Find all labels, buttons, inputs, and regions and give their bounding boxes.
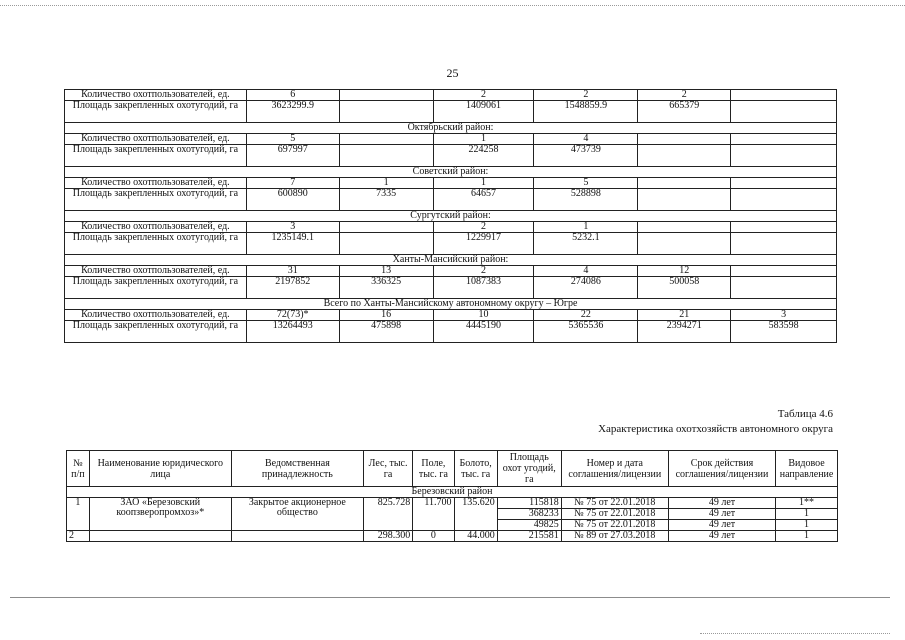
district-title: Всего по Ханты-Мансийскому автономному округу – Югре xyxy=(65,299,837,310)
value-cell: 5 xyxy=(246,134,339,145)
district-title: Октябрьский район: xyxy=(65,123,837,134)
value-cell: 4 xyxy=(534,266,638,277)
value-cell: 1 xyxy=(433,178,534,189)
entry-swamp: 44.000 xyxy=(454,531,497,542)
value-cell: 475898 xyxy=(339,321,433,343)
value-cell xyxy=(731,233,837,255)
value-cell xyxy=(731,178,837,189)
value-cell: 2 xyxy=(433,266,534,277)
value-cell xyxy=(638,222,731,233)
hunting-farms-table xyxy=(66,450,838,542)
value-cell: 13264493 xyxy=(246,321,339,343)
value-cell: 72(73)* xyxy=(246,310,339,321)
scan-artifact-top xyxy=(0,5,905,6)
header-species: Видовое направление xyxy=(776,451,838,487)
entry-forest: 825.728 xyxy=(363,498,412,531)
value-cell: 2 xyxy=(433,222,534,233)
row-label: Количество охотпользователей, ед. xyxy=(65,90,247,101)
row-label: Площадь закрепленных охотугодий, га xyxy=(65,189,247,211)
district-title: Ханты-Мансийский район: xyxy=(65,255,837,266)
value-cell: 1548859.9 xyxy=(534,101,638,123)
table-number: Таблица 4.6 xyxy=(777,408,833,420)
entry-species: 1** xyxy=(776,498,838,509)
value-cell xyxy=(638,178,731,189)
value-cell: 4 xyxy=(534,134,638,145)
value-cell: 1235149.1 xyxy=(246,233,339,255)
page-number: 25 xyxy=(446,66,459,80)
entry-term: 49 лет xyxy=(668,509,775,520)
value-cell: 528898 xyxy=(534,189,638,211)
value-cell: 1409061 xyxy=(433,101,534,123)
table-row xyxy=(65,310,837,321)
district-row xyxy=(65,123,837,134)
table-caption: Характеристика охотхозяйств автономного округа xyxy=(598,423,833,435)
entry-area: 115818 xyxy=(497,498,561,509)
value-cell xyxy=(638,134,731,145)
entry-dept: Закрытое акционерное общество xyxy=(231,498,363,531)
value-cell: 583598 xyxy=(731,321,837,343)
value-cell: 665379 xyxy=(638,101,731,123)
value-cell xyxy=(638,189,731,211)
value-cell: 2197852 xyxy=(246,277,339,299)
value-cell: 2 xyxy=(638,90,731,101)
value-cell: 473739 xyxy=(534,145,638,167)
table-row xyxy=(65,222,837,233)
value-cell: 500058 xyxy=(638,277,731,299)
value-cell: 5365536 xyxy=(534,321,638,343)
value-cell: 1 xyxy=(339,178,433,189)
row-label: Площадь закрепленных охотугодий, га xyxy=(65,233,247,255)
district-title: Сургутский район: xyxy=(65,211,837,222)
value-cell xyxy=(731,189,837,211)
value-cell: 274086 xyxy=(534,277,638,299)
row-label: Количество охотпользователей, ед. xyxy=(65,178,247,189)
value-cell: 1 xyxy=(534,222,638,233)
value-cell xyxy=(731,134,837,145)
entry-species: 1 xyxy=(776,509,838,520)
header-name: Наименование юридического лица xyxy=(89,451,231,487)
entry-dept xyxy=(231,531,363,542)
value-cell xyxy=(731,266,837,277)
header-field: Поле, тыс. га xyxy=(413,451,454,487)
entry-area: 49825 xyxy=(497,520,561,531)
table-row xyxy=(65,178,837,189)
row-label: Количество охотпользователей, ед. xyxy=(65,266,247,277)
value-cell xyxy=(339,134,433,145)
scan-artifact-bottom xyxy=(10,597,890,598)
value-cell: 600890 xyxy=(246,189,339,211)
entry-agreement: № 75 от 22.01.2018 xyxy=(561,498,668,509)
header-dept: Ведомственная принадлежность xyxy=(231,451,363,487)
table-row xyxy=(65,101,837,123)
header-forest: Лес, тыс. га xyxy=(363,451,412,487)
value-cell: 10 xyxy=(433,310,534,321)
table-row xyxy=(65,90,837,101)
entry-agreement: № 89 от 27.03.2018 xyxy=(561,531,668,542)
district-title: Советский район: xyxy=(65,167,837,178)
value-cell: 7335 xyxy=(339,189,433,211)
table-row xyxy=(67,498,838,509)
value-cell: 12 xyxy=(638,266,731,277)
row-label: Площадь закрепленных охотугодий, га xyxy=(65,277,247,299)
value-cell: 6 xyxy=(246,90,339,101)
table-row xyxy=(65,266,837,277)
value-cell xyxy=(339,222,433,233)
value-cell: 21 xyxy=(638,310,731,321)
value-cell xyxy=(339,145,433,167)
header-area: Площадь охот угодий, га xyxy=(497,451,561,487)
entry-swamp: 135.620 xyxy=(454,498,497,531)
value-cell: 224258 xyxy=(433,145,534,167)
hunting-users-table xyxy=(64,89,837,343)
value-cell xyxy=(731,90,837,101)
entry-num: 2 xyxy=(67,531,90,542)
row-label: Количество охотпользователей, ед. xyxy=(65,310,247,321)
value-cell: 31 xyxy=(246,266,339,277)
entry-term: 49 лет xyxy=(668,498,775,509)
table-row xyxy=(65,277,837,299)
entry-species: 1 xyxy=(776,531,838,542)
row-label: Площадь закрепленных охотугодий, га xyxy=(65,321,247,343)
header-term: Срок действия соглашения/лицензии xyxy=(668,451,775,487)
entry-num: 1 xyxy=(67,498,90,509)
table-row xyxy=(65,134,837,145)
value-cell xyxy=(339,233,433,255)
entry-num-cont xyxy=(67,520,90,531)
value-cell xyxy=(731,222,837,233)
district-row xyxy=(65,167,837,178)
table-row xyxy=(65,145,837,167)
entry-field: 11.700 xyxy=(413,498,454,531)
value-cell: 64657 xyxy=(433,189,534,211)
value-cell xyxy=(339,101,433,123)
table-row xyxy=(65,321,837,343)
entry-agreement: № 75 от 22.01.2018 xyxy=(561,520,668,531)
value-cell: 1229917 xyxy=(433,233,534,255)
entry-num-cont xyxy=(67,509,90,520)
value-cell xyxy=(731,145,837,167)
row-label: Площадь закрепленных охотугодий, га xyxy=(65,101,247,123)
value-cell: 2394271 xyxy=(638,321,731,343)
value-cell: 2 xyxy=(433,90,534,101)
district-row xyxy=(65,211,837,222)
value-cell: 22 xyxy=(534,310,638,321)
value-cell: 2 xyxy=(534,90,638,101)
value-cell: 5232.1 xyxy=(534,233,638,255)
value-cell: 697997 xyxy=(246,145,339,167)
entry-forest: 298.300 xyxy=(363,531,412,542)
row-label: Площадь закрепленных охотугодий, га xyxy=(65,145,247,167)
value-cell: 1 xyxy=(433,134,534,145)
entry-area: 368233 xyxy=(497,509,561,520)
district-row xyxy=(65,255,837,266)
value-cell: 3 xyxy=(246,222,339,233)
entry-agreement: № 75 от 22.01.2018 xyxy=(561,509,668,520)
value-cell xyxy=(339,90,433,101)
value-cell: 7 xyxy=(246,178,339,189)
header-agreement: Номер и дата соглашения/лицензии xyxy=(561,451,668,487)
value-cell xyxy=(731,277,837,299)
row-label: Количество охотпользователей, ед. xyxy=(65,134,247,145)
value-cell: 336325 xyxy=(339,277,433,299)
value-cell: 13 xyxy=(339,266,433,277)
value-cell: 1087383 xyxy=(433,277,534,299)
entry-name: ЗАО «Березовский коопзверопромхоз»* xyxy=(89,498,231,531)
header-num: № п/п xyxy=(67,451,90,487)
value-cell: 3623299.9 xyxy=(246,101,339,123)
district-row xyxy=(65,299,837,310)
entry-species: 1 xyxy=(776,520,838,531)
entry-term: 49 лет xyxy=(668,520,775,531)
value-cell: 5 xyxy=(534,178,638,189)
value-cell: 3 xyxy=(731,310,837,321)
row-label: Количество охотпользователей, ед. xyxy=(65,222,247,233)
table-row xyxy=(65,189,837,211)
entry-name xyxy=(89,531,231,542)
value-cell xyxy=(731,101,837,123)
value-cell xyxy=(638,233,731,255)
entry-field: 0 xyxy=(413,531,454,542)
entry-area: 215581 xyxy=(497,531,561,542)
value-cell xyxy=(638,145,731,167)
value-cell: 16 xyxy=(339,310,433,321)
header-swamp: Болото, тыс. га xyxy=(454,451,497,487)
value-cell: 4445190 xyxy=(433,321,534,343)
scan-artifact-footer xyxy=(700,633,890,634)
section-title: Березовский район xyxy=(67,487,838,498)
table-row xyxy=(65,233,837,255)
table-row xyxy=(67,531,838,542)
entry-term: 49 лет xyxy=(668,531,775,542)
